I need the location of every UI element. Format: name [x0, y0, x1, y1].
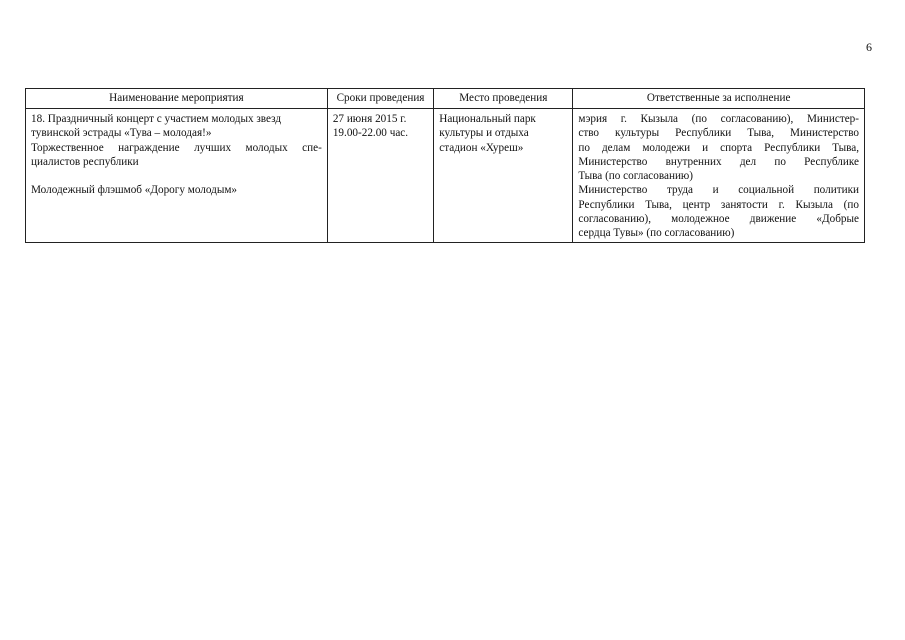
- responsible-line: Министерство внутренних дел по Республике: [578, 155, 859, 168]
- event-date-line: 27 июня 2015 г.: [332, 113, 407, 125]
- event-name-line: 18. Праздничный концерт с участием молодых звезд: [31, 113, 282, 125]
- responsible-line: Республики Тыва, центр занятости г. Кызыла (по: [578, 198, 859, 211]
- responsible-line: по делам молодежи и спорта Республики Тыва,: [578, 141, 859, 154]
- event-time-line: 19.00-22.00 час.: [332, 127, 409, 140]
- table-row: [26, 109, 865, 243]
- event-place-line: стадион «Хуреш»: [439, 141, 524, 154]
- page-number: 6: [866, 40, 872, 54]
- responsible-line: сердца Тувы» (по согласованию): [578, 227, 735, 240]
- header-responsible: Ответственные за исполнение: [573, 89, 865, 109]
- header-event-name: Наименование мероприятия: [26, 89, 328, 109]
- responsible-line: согласованию), молодежное движение «Добрые: [578, 213, 859, 226]
- header-row: [26, 89, 865, 109]
- header-event-place: Место проведения: [434, 89, 573, 109]
- header-event-date: Сроки проведения: [327, 89, 433, 109]
- event-name-line: Молодежный флэшмоб «Дорогу молодым»: [31, 184, 238, 197]
- responsible-line: Тыва (по согласованию): [578, 170, 694, 183]
- cell-event-name: [26, 109, 328, 243]
- blank-line: [31, 169, 322, 183]
- events-table: [25, 88, 865, 243]
- cell-event-date: [327, 109, 433, 243]
- event-name-line: Торжественное награждение лучших молодых спе-: [31, 141, 322, 154]
- responsible-line: Министерство труда и социальной политики: [578, 184, 859, 197]
- cell-responsible: [573, 109, 865, 243]
- responsible-line: ство культуры Республики Тыва, Министерство: [578, 127, 859, 140]
- responsible-line: мэрия г. Кызыла (по согласованию), Министер-: [578, 113, 859, 125]
- table-header: [26, 89, 865, 109]
- cell-event-place: [434, 109, 573, 243]
- event-name-line: тувинской эстрады «Тува – молодая!»: [31, 127, 212, 140]
- event-place-line: Национальный парк: [439, 113, 536, 125]
- event-place-line: культуры и отдыха: [439, 127, 529, 140]
- event-name-line: циалистов республики: [31, 155, 139, 168]
